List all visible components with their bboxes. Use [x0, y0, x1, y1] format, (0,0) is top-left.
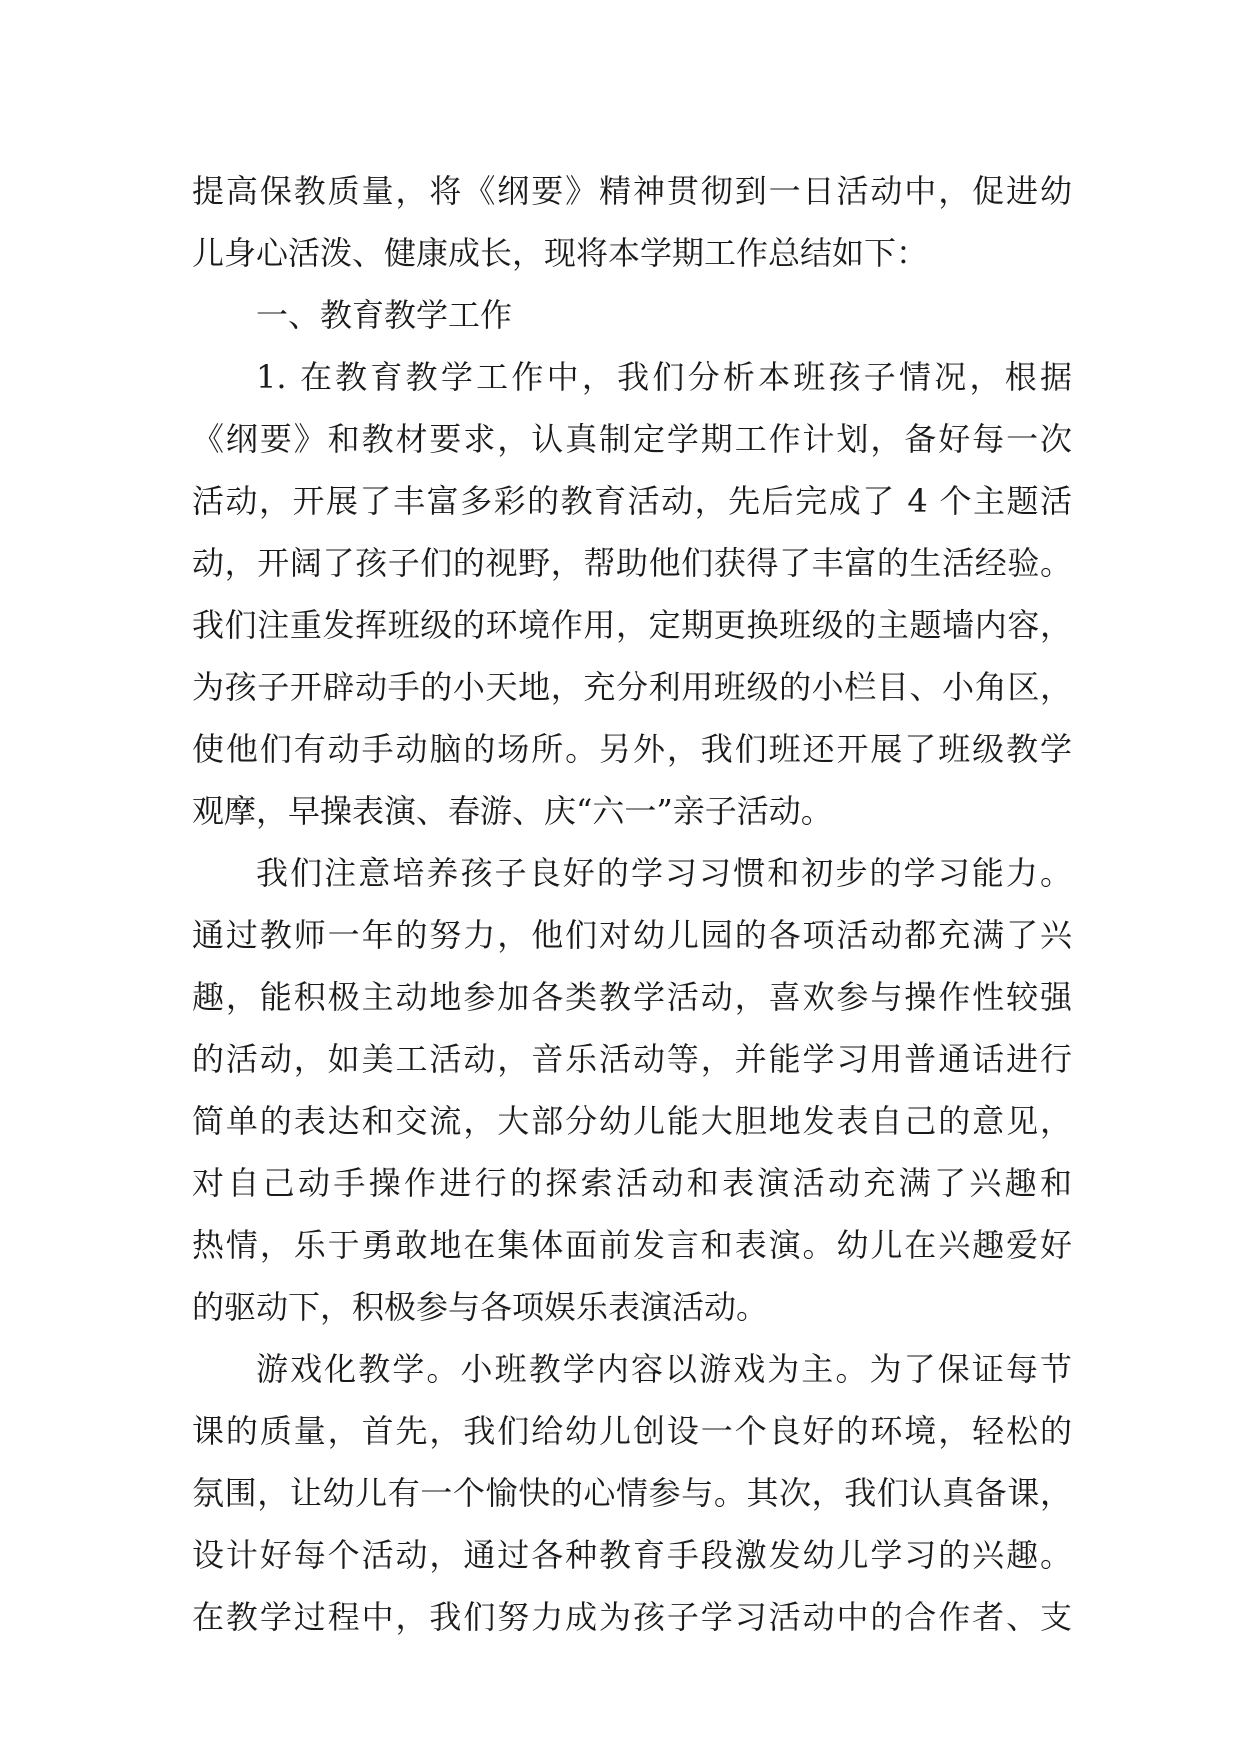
document-body — [192, 160, 1072, 1648]
text-line: 课的质量，首先，我们给幼儿创设一个良好的环境，轻松的 — [192, 1412, 1072, 1450]
text-line: 为孩子开辟动手的小天地，充分利用班级的小栏目、小角区， — [192, 668, 1072, 706]
text-line: 对自己动手操作进行的探索活动和表演活动充满了兴趣和 — [192, 1164, 1072, 1202]
text-line: 提高保教质量，将《纲要》精神贯彻到一日活动中，促进幼 — [192, 172, 1072, 210]
text-line: 在教学过程中，我们努力成为孩子学习活动中的合作者、支 — [192, 1598, 1072, 1636]
text-line: 动，开阔了孩子们的视野，帮助他们获得了丰富的生活经验。 — [192, 544, 1072, 582]
text-line: 的活动，如美工活动，音乐活动等，并能学习用普通话进行 — [192, 1040, 1072, 1078]
text-line: 设计好每个活动，通过各种教育手段激发幼儿学习的兴趣。 — [192, 1536, 1072, 1574]
text-line: 观摩，早操表演、春游、庆“六一”亲子活动。 — [192, 792, 833, 830]
text-line: 儿身心活泼、健康成长，现将本学期工作总结如下： — [192, 234, 929, 272]
text-line: 简单的表达和交流，大部分幼儿能大胆地发表自己的意见， — [192, 1102, 1072, 1140]
text-line: 活动，开展了丰富多彩的教育活动，先后完成了 4 个主题活 — [192, 482, 1072, 520]
text-line: 1. 在教育教学工作中，我们分析本班孩子情况，根据 — [256, 358, 1072, 396]
text-line: 我们注重发挥班级的环境作用，定期更换班级的主题墙内容， — [192, 606, 1072, 644]
text-line: 一、教育教学工作 — [256, 296, 513, 334]
text-line: 氛围，让幼儿有一个愉快的心情参与。其次，我们认真备课， — [192, 1474, 1072, 1512]
text-line: 我们注意培养孩子良好的学习习惯和初步的学习能力。 — [256, 854, 1072, 892]
text-line: 游戏化教学。小班教学内容以游戏为主。为了保证每节 — [256, 1350, 1072, 1388]
text-line: 《纲要》和教材要求，认真制定学期工作计划，备好每一次 — [192, 420, 1072, 458]
text-line: 趣，能积极主动地参加各类教学活动，喜欢参与操作性较强 — [192, 978, 1072, 1016]
text-line: 热情，乐于勇敢地在集体面前发言和表演。幼儿在兴趣爱好 — [192, 1226, 1072, 1264]
text-line: 的驱动下，积极参与各项娱乐表演活动。 — [192, 1288, 769, 1326]
text-line: 通过教师一年的努力，他们对幼儿园的各项活动都充满了兴 — [192, 916, 1072, 954]
text-line: 使他们有动手动脑的场所。另外，我们班还开展了班级教学 — [192, 730, 1072, 768]
